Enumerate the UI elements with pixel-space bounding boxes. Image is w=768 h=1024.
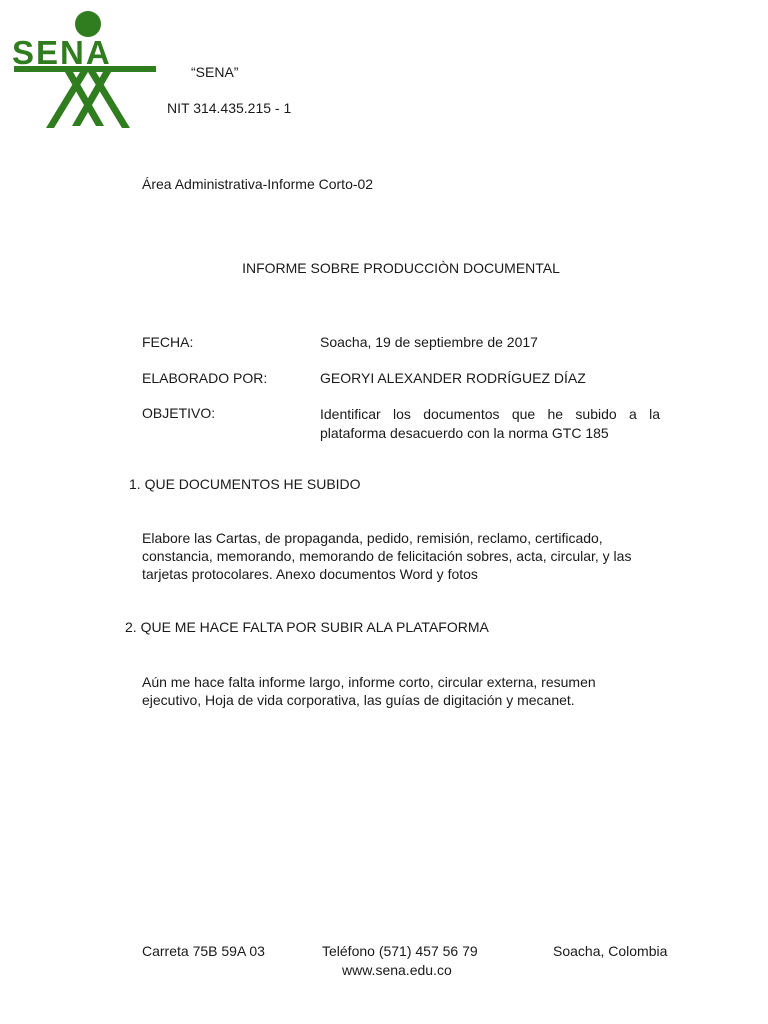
document-title: INFORME SOBRE PRODUCCIÒN DOCUMENTAL	[242, 260, 560, 276]
footer-city: Soacha, Colombia	[553, 943, 668, 959]
footer-phone: Teléfono (571) 457 56 79	[322, 943, 478, 959]
fecha-label: FECHA:	[142, 334, 194, 350]
footer-website: www.sena.edu.co	[342, 962, 452, 978]
objetivo-label: OBJETIVO:	[142, 405, 216, 421]
sena-logo-icon	[12, 10, 160, 132]
section1-heading: 1. QUE DOCUMENTOS HE SUBIDO	[129, 476, 361, 492]
footer-address: Carreta 75B 59A 03	[142, 943, 265, 959]
nit-number: NIT 314.435.215 - 1	[167, 100, 292, 116]
elaborado-value: GEORYI ALEXANDER RODRÍGUEZ DÍAZ	[320, 370, 586, 386]
objetivo-value: Identificar los documentos que he subido a la plataforma desacuerdo con la norma GTC 185	[320, 406, 660, 441]
elaborado-label: ELABORADO POR:	[142, 370, 268, 386]
section1-body: Elabore las Cartas, de propaganda, pedido, remisión, reclamo, certificado, constancia, memorando, memorando de felicitación sobres, acta, circular, y las tarjetas protocolares. Anexo documentos Word y fotos	[142, 530, 632, 582]
fecha-value: Soacha, 19 de septiembre de 2017	[320, 334, 538, 350]
area-line: Área Administrativa-Informe Corto-02	[142, 176, 374, 192]
section2-heading: 2. QUE ME HACE FALTA POR SUBIR ALA PLATAFORMA	[125, 619, 489, 635]
logo-wordmark: SENA	[12, 34, 112, 71]
section2-body: Aún me hace falta informe largo, informe corto, circular externa, resumen ejecutivo, Hoja de vida corporativa, las guías de digitación y mecanet.	[142, 674, 596, 708]
org-name: “SENA”	[191, 64, 239, 80]
sena-logo	[12, 10, 160, 132]
